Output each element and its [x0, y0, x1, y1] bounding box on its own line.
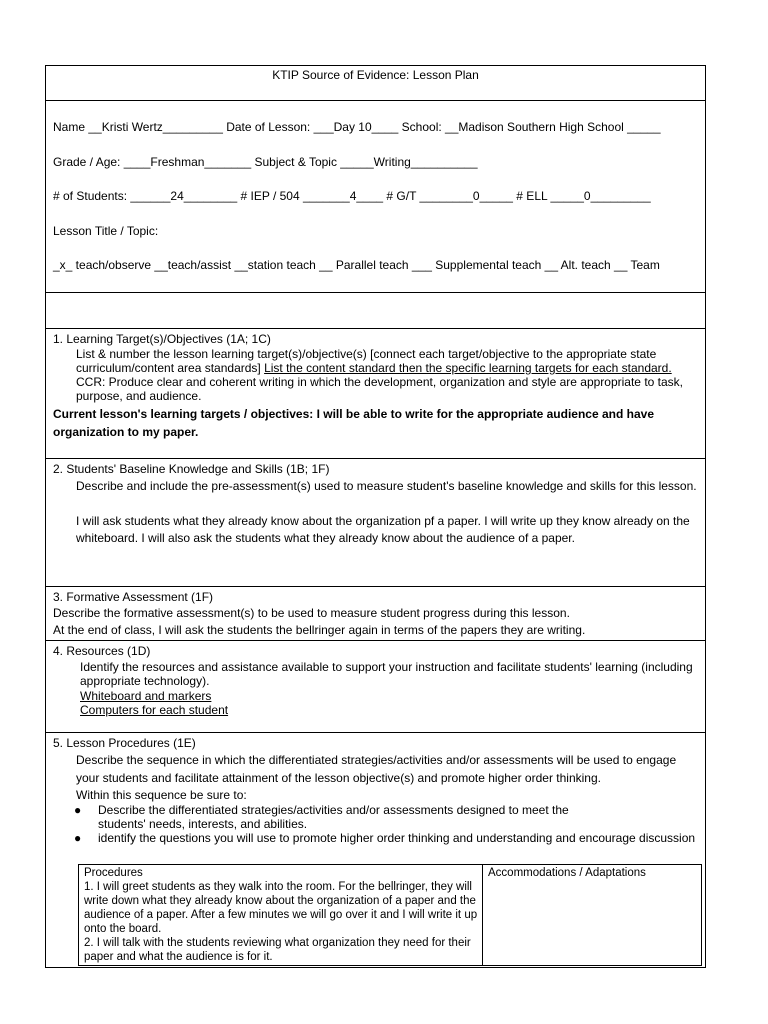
section-4-heading: 4. Resources (1D)	[53, 644, 151, 658]
page-title: KTIP Source of Evidence: Lesson Plan	[272, 68, 479, 82]
section-1-desc-plain: List & number the lesson learning target(s)/objective(s) [connect each target/objective to the appropriate state curriculum/content area standards]	[76, 347, 657, 375]
resource-item-computers: Computers for each student	[80, 703, 229, 717]
header-info	[46, 101, 705, 293]
section-2-heading: 2. Students' Baseline Knowledge and Skills (1B; 1F)	[53, 462, 330, 476]
accommodations-column-header: Accommodations / Adaptations	[488, 867, 646, 879]
section-5-bullet-2: identify the questions you will use to promote higher order thinking and understanding and encourage discussion	[98, 831, 696, 845]
section-1-desc-underlined: List the content standard then the specific learning targets for each standard.	[264, 361, 672, 375]
section-3-description: Describe the formative assessment(s) to be used to measure student progress during this lesson.	[53, 606, 570, 620]
section-baseline-knowledge	[46, 459, 705, 587]
teach-line: _x_ teach/observe __teach/assist __station teach __ Parallel teach ___ Supplemental teach __ Alt. teach __ Team	[53, 258, 660, 272]
section-formative-assessment	[46, 587, 705, 641]
procedure-step-2: 2. I will talk with the students reviewing what organization they need for their paper and what the audience is for it.	[84, 937, 471, 963]
section-4-description: Identify the resources and assistance available to support your instruction and facilitate students' learning (including appropriate technology).	[80, 660, 693, 688]
section-3-answer: At the end of class, I will ask the students the bellringer again in terms of the papers they are writing.	[53, 623, 586, 637]
resource-item-whiteboard: Whiteboard and markers	[80, 689, 212, 703]
procedures-column-header: Procedures	[84, 867, 143, 879]
section-1-description	[76, 347, 702, 403]
section-5-heading: 5. Lesson Procedures (1E)	[53, 736, 196, 750]
procedures-table	[78, 864, 702, 966]
section-2-answer: I will ask students what they already know about the organization pf a paper. I will write up they know already on the whiteboard. I will also ask the students what they already know about the audience of a paper.	[76, 514, 690, 545]
section-5-bullet-1: Describe the differentiated strategies/activities and/or assessments designed to meet the students' needs, interests, and abilities.	[98, 803, 569, 831]
title-row	[46, 66, 705, 101]
section-learning-targets	[46, 329, 705, 459]
section-5-within: Within this sequence be sure to:	[76, 788, 247, 802]
lesson-plan-form	[45, 65, 706, 968]
bullet-dot-icon: ●	[74, 803, 82, 817]
grade-line: Grade / Age: ____Freshman_______ Subject & Topic _____Writing__________	[53, 155, 478, 169]
section-1-desc-ccr: CCR: Produce clear and coherent writing in which the development, organization and style are appropriate to task, purpose, and audience.	[76, 375, 684, 403]
section-5-description: Describe the sequence in which the differentiated strategies/activities and/or assessments will be used to engage your students and facilitate attainment of the lesson objective(s) and promote higher order thinking.	[76, 753, 677, 785]
section-2-description: Describe and include the pre-assessment(s) used to measure student's baseline knowledge and skills for this lesson.	[76, 479, 697, 493]
section-3-heading: 3. Formative Assessment (1F)	[53, 590, 214, 604]
blank-row	[46, 293, 705, 329]
section-1-heading: 1. Learning Target(s)/Objectives (1A; 1C)	[53, 332, 271, 346]
procedure-step-1: 1. I will greet students as they walk into the room. For the bellringer, they will write down what they already know about the organization of a paper and the audience of a paper. After a few minutes we will go over it and I will write it up onto the board.	[84, 881, 478, 935]
bullet-dot-icon: ●	[74, 831, 82, 845]
students-line: # of Students: ______24________ # IEP / 504 _______4____ # G/T ________0_____ # ELL _____0_________	[53, 189, 651, 203]
lesson-title-line: Lesson Title / Topic:	[53, 224, 159, 238]
table-column-divider	[482, 865, 483, 965]
section-1-current-targets: Current lesson's learning targets / objectives: I will be able to write for the appropriate audience and have organization to my paper.	[53, 407, 655, 439]
name-line: Name __Kristi Wertz_________ Date of Lesson: ___Day 10____ School: __Madison Southern High School _____	[53, 120, 661, 134]
section-resources	[46, 641, 705, 733]
